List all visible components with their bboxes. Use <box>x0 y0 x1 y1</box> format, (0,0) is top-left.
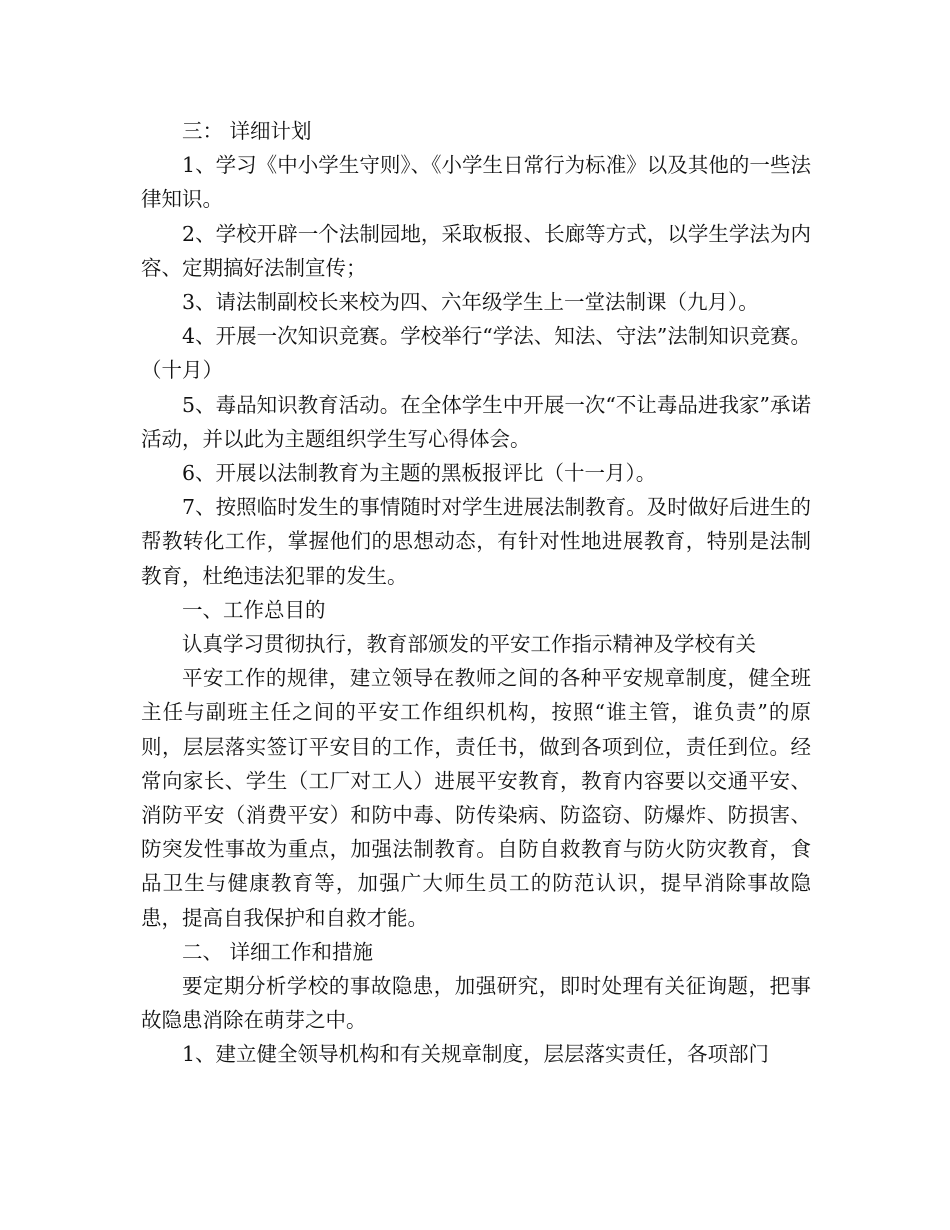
plan-item-7: 7、按照临时发生的事情随时对学生进展法制教育。及时做好后进生的帮教转化工作，掌握他们的思想动态，有针对性地进展教育，特别是法制教育，杜绝违法犯罪的发生。 <box>141 495 811 588</box>
section-heading-plan: 三： 详细计划 <box>182 119 312 143</box>
plan-item-3: 3、请法制副校长来校为四、六年级学生上一堂法制课（九月）。 <box>182 290 759 315</box>
plan-item-4: 4、开展一次知识竞赛。学校举行“学法、知法、守法”法制知识竞赛。（十月） <box>141 324 811 383</box>
goal-paragraph-body: 平安工作的规律，建立领导在教师之间的各种平安规章制度，健全班主任与副班主任之间的平安工作组织机构，按照“谁主管，谁负责”的原则，层层落实签订平安目的工作，责任书，做到各项到位，责任到位。经常向家长、学生（工厂对工人）进展平安教育，教育内容要以交通平安、消防平安（消费平安）和防中毒、防传染病、防盗窃、防爆炸、防损害、防突发性事故为重点，加强法制教育。自防自救教育与防火防灾教育，食品卫生与健康教育等，加强广大师生员工的防范认识，提早消除事故隐患，提高自我保护和自救才能。 <box>141 666 811 930</box>
section-heading-goal: 一、工作总目的 <box>182 597 326 622</box>
measures-item-1: 1、建立健全领导机构和有关规章制度，层层落实责任，各项部门 <box>182 1042 770 1067</box>
plan-item-5: 5、毒品知识教育活动。在全体学生中开展一次“不让毒品进我家”承诺活动，并以此为主题组织学生写心得体会。 <box>141 392 811 451</box>
document-body <box>141 114 811 1072</box>
plan-item-1: 1、学习《中小学生守则》、《小学生日常行为标准》以及其他的一些法律知识。 <box>141 153 811 212</box>
section-heading-measures: 二、 详细工作和措施 <box>182 939 374 964</box>
goal-paragraph-lead: 认真学习贯彻执行，教育部颁发的平安工作指示精神及学校有关 <box>182 632 756 657</box>
plan-item-6: 6、开展以法制教育为主题的黑板报评比（十一月）。 <box>182 461 657 486</box>
plan-item-2: 2、学校开辟一个法制园地，采取板报、长廊等方式，以学生学法为内容、定期搞好法制宣传； <box>141 221 811 280</box>
measures-intro: 要定期分析学校的事故隐患，加强研究，即时处理有关征询题，把事故隐患消除在萌芽之中。 <box>141 974 811 1033</box>
